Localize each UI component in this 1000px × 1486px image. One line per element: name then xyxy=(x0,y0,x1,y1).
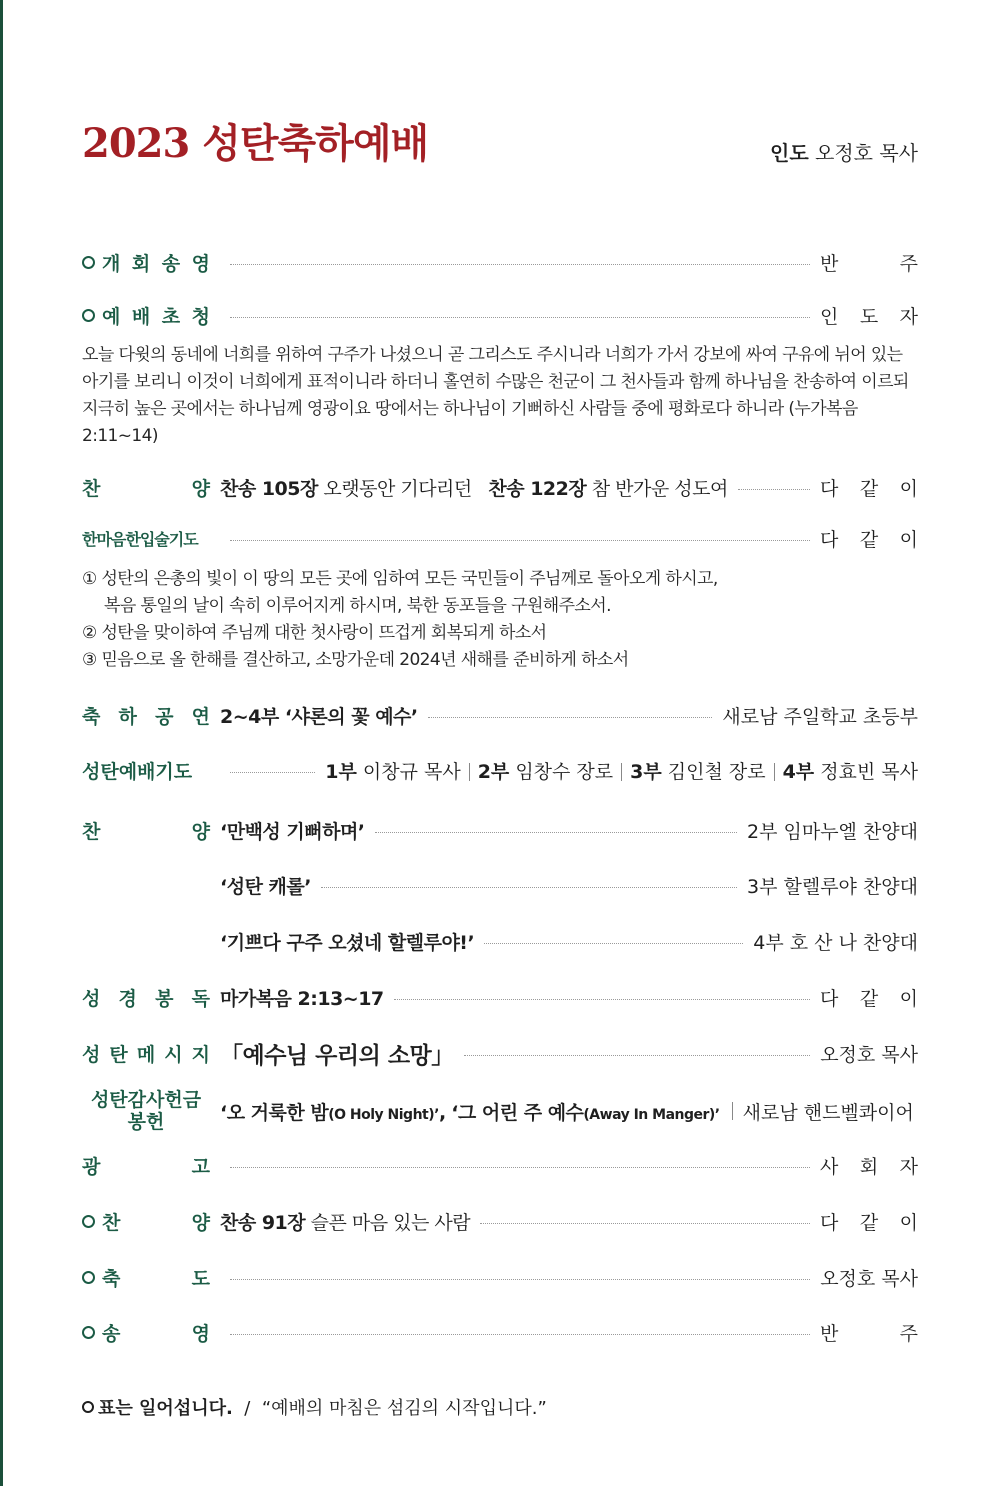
prayer-topics xyxy=(82,566,922,674)
order-label: 성탄감사헌금 봉 헌 xyxy=(90,1089,202,1133)
order-invitation xyxy=(82,298,918,332)
prayer-item: ② 성탄을 맞이하여 주님께 대한 첫사랑이 뜨겁게 회복되게 하소서 xyxy=(82,623,547,643)
leader-dots xyxy=(394,999,810,1000)
order-scripture-reading xyxy=(82,980,918,1014)
order-label: 축 도 xyxy=(82,1264,210,1291)
leader-dots xyxy=(230,1167,810,1168)
sermon-title: 「예수님 우리의 소망」 xyxy=(220,1042,454,1069)
order-choir-praise-3 xyxy=(82,924,918,958)
order-performer: 사 회 자 xyxy=(820,1155,918,1178)
order-performer: 새로남 핸드벨콰이어 xyxy=(742,1101,914,1124)
anthem-title: ‘기쁘다 구주 오셨네 할렐루야!’ xyxy=(220,931,475,954)
leader-dots xyxy=(230,317,810,318)
order-label: 성 탄 메 시 지 xyxy=(82,1043,210,1066)
leader-dots xyxy=(321,887,737,888)
leader-dots xyxy=(480,1223,810,1224)
order-label: 찬 양 xyxy=(82,477,210,500)
offering-songs: ‘오 거룩한 밤(O Holy Night)’, ‘그 어린 주 예수(Away In Manger)’ xyxy=(220,1101,720,1124)
order-label: 성탄예배기도 xyxy=(82,760,193,783)
order-choir-praise-2 xyxy=(82,868,918,902)
order-performer: 다 같 이 xyxy=(820,477,918,500)
order-announcements xyxy=(82,1148,918,1182)
leader-dots xyxy=(230,540,810,541)
stand-mark-icon xyxy=(82,309,95,322)
leader-dots xyxy=(484,943,743,944)
order-performer: 반 주 xyxy=(820,252,918,275)
order-christmas-message xyxy=(82,1036,918,1070)
order-label: 예 배 초 청 xyxy=(82,302,210,329)
scripture-reference: 마가복음 2:13~17 xyxy=(220,987,384,1010)
order-label: 광 고 xyxy=(82,1155,210,1178)
anthem-title: ‘성탄 캐롤’ xyxy=(220,875,311,898)
prayer-item: 복음 통일의 날이 속히 이루어지게 하시며, 북한 동포들을 구원해주소서. xyxy=(104,596,611,616)
choir-name: 3부 할렐루야 찬양대 xyxy=(747,875,918,898)
leader-dots xyxy=(230,772,315,773)
invitation-scripture-text: 오늘 다윗의 동네에 너희를 위하여 구주가 나셨으니 곧 그리스도 주시니라 너희가 가서 강보에 싸여 구유에 뉘어 있는 아기를 보리니 이것이 너희에게 표적이니라 하더니 홀연히 수많은 천군이 그 천사들과 함께 하나님을 찬송하여 이르되 지극히 높은 곳에서는 하나님께 영광이요 땅에서는 하나님이 기뻐하신 사람들 중에 평화로다 하니라 (누가복음 2:11~14) xyxy=(82,345,909,446)
leader-dots xyxy=(230,1279,810,1280)
order-performer: 인 도 자 xyxy=(820,305,918,328)
order-label: 성 경 봉 독 xyxy=(82,987,210,1010)
order-celebration-performance xyxy=(82,698,918,732)
stand-mark-icon xyxy=(82,1401,94,1413)
order-label: 한마음한입술기도 xyxy=(82,529,198,549)
page-edge-bar xyxy=(0,0,3,1486)
order-performer: 다 같 이 xyxy=(820,987,918,1010)
stand-mark-icon xyxy=(82,256,95,269)
order-unison-prayer xyxy=(82,521,918,555)
prayer-leaders: 1부 이창규 목사 2부 임창수 장로 3부 김인철 장로 4부 정효빈 목사 xyxy=(325,760,918,783)
stand-mark-icon xyxy=(82,1215,95,1228)
stand-mark-icon xyxy=(82,1271,95,1284)
order-label: 축 하 공 연 xyxy=(82,705,210,728)
order-praise-hymns xyxy=(82,470,918,504)
order-choir-praise xyxy=(82,813,918,847)
order-opening-doxology xyxy=(82,245,918,279)
order-performer: 다 같 이 xyxy=(820,1211,918,1234)
hymn-list: 찬송 105장 오랫동안 기다리던 찬송 122장 참 반가운 성도여 xyxy=(220,477,728,500)
order-closing-doxology xyxy=(82,1315,918,1349)
prayer-item: ① 성탄의 은총의 빛이 이 땅의 모든 곳에 임하여 모든 국민들이 주님께로 돌아오게 하시고, xyxy=(82,569,718,589)
performance-title: 2~4부 ‘샤론의 꽃 예수’ xyxy=(220,705,418,728)
leader-dots xyxy=(428,717,713,718)
order-label: 개 회 송 영 xyxy=(82,249,210,276)
anthem-title: ‘만백성 기뻐하며’ xyxy=(220,820,365,843)
leader-dots xyxy=(738,489,810,490)
page-title: 2023 성탄축하예배 xyxy=(82,120,429,167)
leader-dots xyxy=(464,1055,810,1056)
order-offering xyxy=(82,1088,918,1134)
order-performer: 오정호 목사 xyxy=(820,1267,918,1290)
order-closing-hymn xyxy=(82,1204,918,1238)
choir-name: 4부 호 산 나 찬양대 xyxy=(753,931,918,954)
leader-dots xyxy=(230,1334,810,1335)
footer-note: 표는 일어섭니다. / “예배의 마침은 섬김의 시작입니다.” xyxy=(82,1394,547,1420)
leader-label: 인도 xyxy=(770,141,809,165)
order-performer: 다 같 이 xyxy=(820,528,918,551)
order-label: 찬 양 xyxy=(82,1208,210,1235)
order-service-prayers xyxy=(82,753,918,787)
preacher: 오정호 목사 xyxy=(820,1043,918,1066)
choir-name: 2부 임마누엘 찬양대 xyxy=(747,820,918,843)
closing-quote: “예배의 마침은 섬김의 시작입니다.” xyxy=(261,1398,547,1419)
hymn-title: 찬송 91장 슬픈 마음 있는 사람 xyxy=(220,1211,471,1234)
order-performer: 반 주 xyxy=(820,1322,918,1345)
stand-mark-icon xyxy=(82,1326,95,1339)
prayer-item: ③ 믿음으로 올 한해를 결산하고, 소망가운데 2024년 새해를 준비하게 하소서 xyxy=(82,650,629,670)
order-label: 찬 양 xyxy=(82,820,210,843)
order-performer: 새로남 주일학교 초등부 xyxy=(722,705,918,728)
order-label: 송 영 xyxy=(82,1319,210,1346)
leader-dots xyxy=(230,264,810,265)
leader-dots xyxy=(375,832,737,833)
leader-name: 오정호 목사 xyxy=(815,141,918,165)
worship-leader xyxy=(770,137,918,166)
order-benediction xyxy=(82,1260,918,1294)
